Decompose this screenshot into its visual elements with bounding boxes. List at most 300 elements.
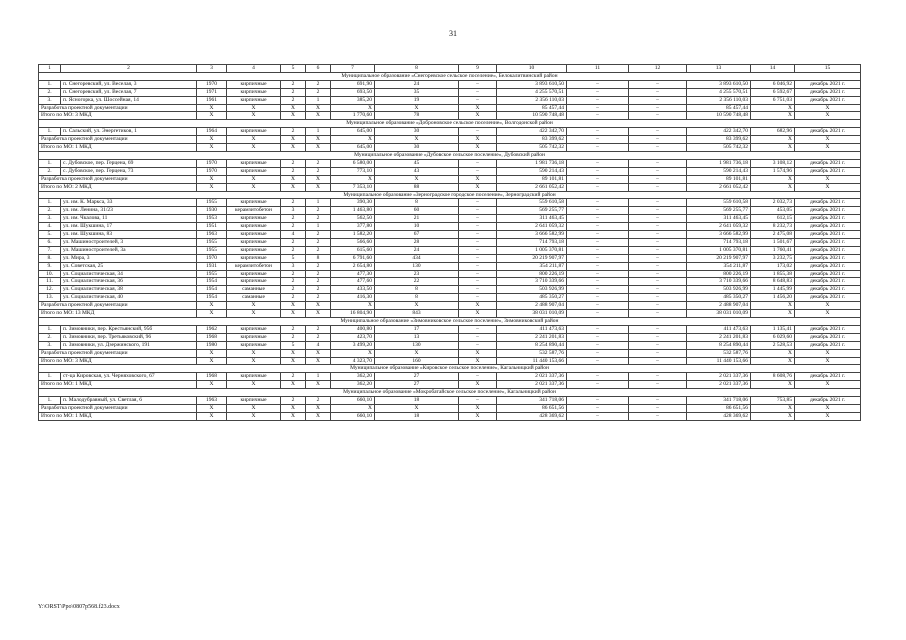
section-title: Муниципальное образование «Доброновское сельское поселение», Волгодонской район	[39, 120, 861, 128]
table-cell: –	[629, 341, 687, 349]
table-cell: 6 791,60	[331, 254, 375, 262]
table-cell: X	[331, 175, 375, 183]
column-number: 1	[39, 65, 61, 73]
table-cell: X	[459, 144, 497, 152]
table-cell: –	[629, 144, 687, 152]
table-cell: 10 590 748,48	[687, 112, 751, 120]
table-cell: –	[459, 167, 497, 175]
table-cell: 5.	[39, 231, 61, 239]
table-cell: 2	[306, 207, 331, 215]
table-cell: X	[281, 349, 306, 357]
summary-row	[39, 349, 861, 357]
table-row	[39, 397, 861, 405]
summary-label: Итого по МО: 2 МКД	[39, 183, 197, 191]
table-cell: 38 031 010,09	[687, 310, 751, 318]
table-cell: декабрь 2021 г.	[795, 80, 861, 88]
table-cell: 428 369,62	[497, 412, 567, 420]
table-cell: 8 648,83	[751, 278, 795, 286]
table-cell: –	[567, 333, 629, 341]
column-number: 13	[687, 65, 751, 73]
table-cell: –	[567, 325, 629, 333]
table-cell: –	[567, 341, 629, 349]
table-cell: –	[567, 223, 629, 231]
table-cell: 503 926,99	[497, 286, 567, 294]
section-title: Муниципальное образование «Зерноградское городское поселение», Зерноградский район	[39, 191, 861, 199]
table-cell: –	[567, 412, 629, 420]
table-cell: X	[281, 104, 306, 112]
table-body	[39, 65, 861, 421]
table-cell: 2	[281, 223, 306, 231]
table-cell: X	[795, 381, 861, 389]
table-cell: –	[459, 96, 497, 104]
table-cell: –	[567, 397, 629, 405]
table-cell: 362,20	[331, 381, 375, 389]
table-cell: декабрь 2021 г.	[795, 223, 861, 231]
table-cell: 2	[306, 278, 331, 286]
table-cell: 1970	[197, 254, 227, 262]
summary-row	[39, 412, 861, 420]
column-number: 4	[227, 65, 281, 73]
table-cell: X	[281, 175, 306, 183]
table-cell: ул. Социалистическая, 36	[61, 278, 197, 286]
table-cell: 566,60	[331, 238, 375, 246]
table-cell: 3.	[39, 341, 61, 349]
table-cell: 1971	[197, 88, 227, 96]
table-cell: 8 254 890,44	[687, 341, 751, 349]
table-cell: 354 211,87	[497, 262, 567, 270]
table-cell: X	[331, 349, 375, 357]
table-cell: 2	[281, 167, 306, 175]
table-cell: 4	[306, 341, 331, 349]
table-cell: 1963	[197, 397, 227, 405]
table-cell: X	[751, 412, 795, 420]
table-cell: X	[227, 412, 281, 420]
table-cell: ул. Мира, 3	[61, 254, 197, 262]
table-cell: –	[629, 286, 687, 294]
table-cell: 1 135,41	[751, 325, 795, 333]
table-cell: X	[459, 104, 497, 112]
table-cell: 2.	[39, 333, 61, 341]
table-cell: декабрь 2021 г.	[795, 294, 861, 302]
table-cell: X	[306, 349, 331, 357]
table-cell: 1	[306, 128, 331, 136]
column-number: 10	[497, 65, 567, 73]
table-cell: –	[459, 278, 497, 286]
table-cell: 1	[306, 373, 331, 381]
table-cell: –	[459, 159, 497, 167]
table-row	[39, 246, 861, 254]
table-row	[39, 325, 861, 333]
table-cell: 1.	[39, 128, 61, 136]
table-cell: 2 356 110,03	[497, 96, 567, 104]
table-cell: –	[629, 302, 687, 310]
table-cell: X	[795, 144, 861, 152]
table-cell: X	[795, 310, 861, 318]
table-cell: 78	[375, 112, 459, 120]
table-cell: 11 440 153,66	[687, 357, 751, 365]
table-row	[39, 96, 861, 104]
table-cell: п. Ясногорка, ул. Шоссейная, 14	[61, 96, 197, 104]
table-cell: 1955	[197, 238, 227, 246]
table-cell: 503 926,99	[687, 286, 751, 294]
table-cell: X	[227, 136, 281, 144]
table-cell: 8 608,76	[751, 373, 795, 381]
table-cell: X	[197, 310, 227, 318]
table-cell: 2	[306, 159, 331, 167]
table-cell: 1	[306, 223, 331, 231]
table-cell: 2	[306, 262, 331, 270]
table-cell: –	[629, 175, 687, 183]
table-cell: 2	[306, 270, 331, 278]
summary-label: Разработка проектной документации	[39, 349, 197, 357]
table-cell: –	[629, 112, 687, 120]
table-cell: 433,50	[331, 286, 375, 294]
table-cell: 1 574,96	[751, 167, 795, 175]
table-cell: –	[567, 215, 629, 223]
table-cell: 17	[375, 325, 459, 333]
table-cell: –	[629, 262, 687, 270]
table-row	[39, 373, 861, 381]
table-row	[39, 231, 861, 239]
table-cell: X	[375, 404, 459, 412]
table-cell: 1968	[197, 333, 227, 341]
table-cell: 1970	[197, 80, 227, 88]
table-cell: 85 457,44	[497, 104, 567, 112]
table-cell: X	[306, 136, 331, 144]
section-title: Муниципальное образование «Дубовское сельское поселение», Дубовский район	[39, 151, 861, 159]
table-cell: X	[751, 310, 795, 318]
table-cell: 2 528,53	[751, 341, 795, 349]
table-cell: –	[567, 231, 629, 239]
table-cell: 3 710 339,66	[687, 278, 751, 286]
table-cell: –	[629, 349, 687, 357]
table-cell: 2	[306, 246, 331, 254]
column-number: 8	[375, 65, 459, 73]
table-cell: 2 241 201,83	[687, 333, 751, 341]
table-cell: 1	[306, 199, 331, 207]
table-cell: 2	[306, 80, 331, 88]
table-cell: 8	[375, 199, 459, 207]
table-cell: X	[306, 381, 331, 389]
table-cell: –	[629, 136, 687, 144]
table-cell: 1 981 736,18	[497, 159, 567, 167]
table-cell: –	[567, 270, 629, 278]
table-cell: 3 232,75	[751, 254, 795, 262]
table-cell: 3 710 339,66	[497, 278, 567, 286]
table-cell: 2	[281, 246, 306, 254]
table-cell: X	[281, 183, 306, 191]
table-cell: X	[227, 357, 281, 365]
table-cell: ст-ца Кировская, ул. Черняховского, 67	[61, 373, 197, 381]
table-cell: 1.	[39, 373, 61, 381]
table-cell: X	[751, 404, 795, 412]
table-cell: X	[459, 112, 497, 120]
table-cell: 18	[375, 412, 459, 420]
table-cell: 2	[306, 325, 331, 333]
table-cell: 1.	[39, 159, 61, 167]
table-cell: –	[567, 278, 629, 286]
table-cell: 422 342,70	[497, 128, 567, 136]
table-cell: X	[197, 104, 227, 112]
section-header-row	[39, 151, 861, 159]
table-cell: 660,10	[331, 412, 375, 420]
table-cell: 2	[306, 286, 331, 294]
table-cell: керамзитобетон	[227, 207, 281, 215]
column-number: 7	[331, 65, 375, 73]
table-cell: керамзитобетон	[227, 262, 281, 270]
table-cell: X	[227, 104, 281, 112]
table-cell: 4 323,70	[331, 357, 375, 365]
table-cell: X	[197, 144, 227, 152]
table-cell: –	[567, 302, 629, 310]
table-cell: кирпичные	[227, 231, 281, 239]
summary-label: Итого по МО: 1 МКД	[39, 381, 197, 389]
table-cell: 86 651,56	[687, 404, 751, 412]
section-header-row	[39, 191, 861, 199]
table-cell: 8 232,73	[751, 223, 795, 231]
table-cell: 2 241 201,83	[497, 333, 567, 341]
table-cell: 1 770,60	[331, 112, 375, 120]
table-cell: 38 031 010,09	[497, 310, 567, 318]
table-cell: X	[459, 310, 497, 318]
table-cell: –	[567, 238, 629, 246]
table-cell: 30	[375, 144, 459, 152]
table-cell: X	[227, 144, 281, 152]
table-cell: 2	[281, 238, 306, 246]
table-cell: 1962	[197, 325, 227, 333]
table-cell: –	[567, 159, 629, 167]
table-cell: X	[197, 136, 227, 144]
table-cell: X	[306, 144, 331, 152]
table-cell: 22	[375, 278, 459, 286]
table-cell: 2	[281, 270, 306, 278]
table-cell: –	[629, 183, 687, 191]
table-cell: 2 021 337,36	[687, 381, 751, 389]
table-cell: кирпичные	[227, 270, 281, 278]
table-cell: X	[197, 183, 227, 191]
table-cell: –	[459, 199, 497, 207]
table-cell: кирпичные	[227, 88, 281, 96]
table-cell: X	[281, 357, 306, 365]
table-row	[39, 262, 861, 270]
table-cell: 714 793,18	[497, 238, 567, 246]
table-cell: 1963	[197, 231, 227, 239]
summary-label: Разработка проектной документации	[39, 404, 197, 412]
table-cell: 660,10	[331, 397, 375, 405]
summary-row	[39, 404, 861, 412]
table-cell: –	[629, 231, 687, 239]
table-cell: –	[567, 88, 629, 96]
table-cell: –	[567, 80, 629, 88]
table-cell: X	[751, 357, 795, 365]
table-cell: X	[751, 183, 795, 191]
table-row	[39, 88, 861, 96]
table-cell: X	[375, 104, 459, 112]
table-cell: 800 226,19	[687, 270, 751, 278]
table-cell: –	[629, 310, 687, 318]
table-cell: 89 101,81	[687, 175, 751, 183]
table-cell: ул. Машиностроителей, 3	[61, 238, 197, 246]
table-cell: 13	[375, 333, 459, 341]
table-cell: 411 473,63	[497, 325, 567, 333]
table-cell: 2 021 337,36	[687, 373, 751, 381]
summary-row	[39, 183, 861, 191]
table-cell: –	[567, 128, 629, 136]
table-cell: X	[331, 104, 375, 112]
table-cell: 3.	[39, 96, 61, 104]
table-cell: 590 214,43	[497, 167, 567, 175]
table-cell: 1955	[197, 199, 227, 207]
table-cell: –	[567, 175, 629, 183]
table-cell: 2	[281, 278, 306, 286]
table-row	[39, 215, 861, 223]
summary-row	[39, 381, 861, 389]
column-number: 5	[281, 65, 306, 73]
table-cell: 1 456,20	[751, 294, 795, 302]
table-cell: 160	[375, 357, 459, 365]
table-cell: 19	[375, 96, 459, 104]
table-cell: 13.	[39, 294, 61, 302]
table-cell: X	[306, 302, 331, 310]
table-row	[39, 80, 861, 88]
table-cell: X	[227, 112, 281, 120]
table-cell: X	[281, 112, 306, 120]
table-cell: 1 005 370,81	[687, 246, 751, 254]
table-cell: декабрь 2021 г.	[795, 270, 861, 278]
table-cell: –	[567, 294, 629, 302]
table-cell: –	[567, 104, 629, 112]
table-cell: X	[459, 349, 497, 357]
table-cell: 1961	[197, 96, 227, 104]
column-number: 9	[459, 65, 497, 73]
footer-file-path: Y:\ORST\Ppo\0807p568.f23.docx	[38, 604, 120, 610]
table-cell: X	[375, 302, 459, 310]
table-cell: 20 219 907,97	[497, 254, 567, 262]
table-cell: –	[567, 144, 629, 152]
table-cell: X	[459, 357, 497, 365]
table-cell: кирпичные	[227, 254, 281, 262]
table-cell: X	[795, 136, 861, 144]
table-cell: –	[459, 294, 497, 302]
table-cell: кирпичные	[227, 159, 281, 167]
table-cell: –	[629, 397, 687, 405]
table-cell: кирпичные	[227, 167, 281, 175]
table-cell: 1968	[197, 373, 227, 381]
table-row	[39, 294, 861, 302]
section-header-row	[39, 389, 861, 397]
table-cell: –	[459, 223, 497, 231]
table-cell: X	[795, 404, 861, 412]
summary-label: Итого по МО: 1 МКД	[39, 412, 197, 420]
table-cell: X	[227, 183, 281, 191]
table-cell: 645,00	[331, 144, 375, 152]
table-cell: –	[459, 246, 497, 254]
summary-row	[39, 112, 861, 120]
table-cell: 800 226,19	[497, 270, 567, 278]
table-cell: X	[197, 349, 227, 357]
table-cell: 83 399,62	[497, 136, 567, 144]
table-cell: 2 021 337,36	[497, 373, 567, 381]
table-cell: кирпичные	[227, 397, 281, 405]
table-cell: 477,30	[331, 270, 375, 278]
table-cell: 569 255,77	[687, 207, 751, 215]
table-cell: 8	[375, 294, 459, 302]
table-cell: ул. им. К. Маркса, 33	[61, 199, 197, 207]
table-cell: 562,50	[331, 215, 375, 223]
table-cell: декабрь 2021 г.	[795, 207, 861, 215]
table-cell: 477,60	[331, 278, 375, 286]
table-cell: 3 666 582,99	[687, 231, 751, 239]
table-cell: 16 804,90	[331, 310, 375, 318]
table-cell: –	[629, 128, 687, 136]
table-cell: декабрь 2021 г.	[795, 238, 861, 246]
table-cell: –	[459, 215, 497, 223]
table-row	[39, 238, 861, 246]
table-cell: ул. им. Шукшина, 17	[61, 223, 197, 231]
table-cell: с. Дубовское, пер. Герцена, 69	[61, 159, 197, 167]
table-cell: 173,02	[751, 262, 795, 270]
page-number: 31	[449, 29, 457, 38]
table-cell: –	[459, 270, 497, 278]
table-cell: –	[567, 199, 629, 207]
table-cell: 60	[375, 207, 459, 215]
table-cell: –	[459, 231, 497, 239]
table-cell: 89 101,81	[497, 175, 567, 183]
table-cell: саманные	[227, 294, 281, 302]
section-header-row	[39, 365, 861, 373]
table-cell: 8	[306, 254, 331, 262]
table-cell: декабрь 2021 г.	[795, 215, 861, 223]
table-cell: 67	[375, 231, 459, 239]
table-cell: 2 032,73	[751, 199, 795, 207]
summary-row	[39, 175, 861, 183]
table-cell: декабрь 2021 г.	[795, 199, 861, 207]
table-cell: декабрь 2021 г.	[795, 167, 861, 175]
table-cell: –	[567, 96, 629, 104]
table-cell: 2	[281, 397, 306, 405]
table-cell: X	[795, 183, 861, 191]
table-cell: –	[459, 254, 497, 262]
table-cell: 532 587,76	[497, 349, 567, 357]
table-cell: 2.	[39, 167, 61, 175]
table-cell: кирпичные	[227, 215, 281, 223]
table-cell: с. Дубовское, пер. Герцена, 73	[61, 167, 197, 175]
table-cell: –	[629, 325, 687, 333]
table-cell: 485 350,27	[687, 294, 751, 302]
column-number: 2	[61, 65, 197, 73]
table-cell: –	[459, 88, 497, 96]
table-cell: 2.	[39, 207, 61, 215]
table-cell: 83 399,62	[687, 136, 751, 144]
table-cell: X	[795, 412, 861, 420]
table-cell: –	[459, 80, 497, 88]
table-cell: –	[567, 357, 629, 365]
table-cell: 3	[281, 262, 306, 270]
table-cell: X	[281, 302, 306, 310]
table-cell: 88	[375, 183, 459, 191]
table-cell: кирпичные	[227, 238, 281, 246]
table-row	[39, 286, 861, 294]
table-cell: X	[795, 357, 861, 365]
table-cell: –	[629, 159, 687, 167]
table-cell: 1954	[197, 286, 227, 294]
table-cell: 428 369,62	[687, 412, 751, 420]
column-number: 12	[629, 65, 687, 73]
table-cell: X	[375, 349, 459, 357]
table-cell: 311 463,45	[687, 215, 751, 223]
table-cell: 1954	[197, 294, 227, 302]
table-cell: декабрь 2021 г.	[795, 286, 861, 294]
